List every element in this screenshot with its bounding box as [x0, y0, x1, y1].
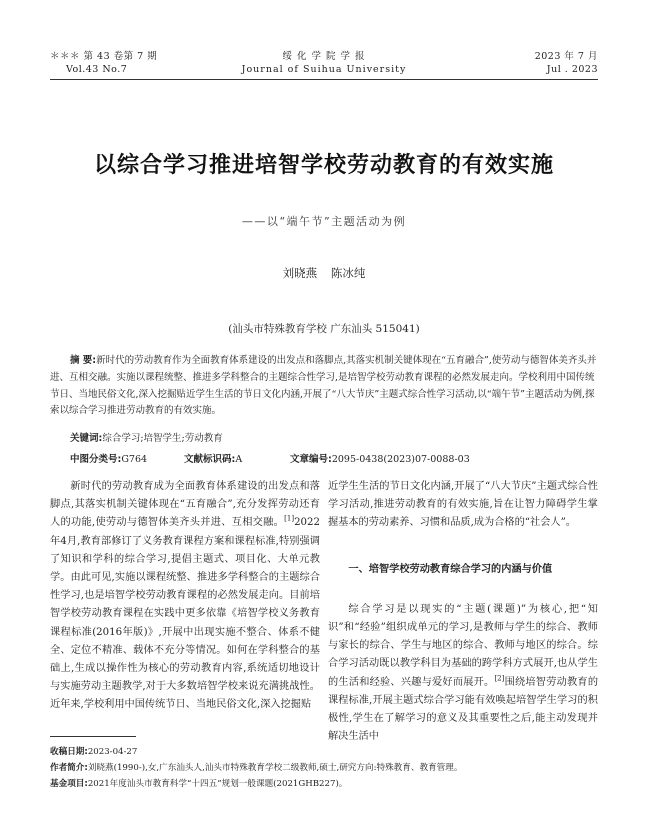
- fund-value: 2021年度汕头市教育科学“十四五”规划一般课题(2021GHB227)。: [87, 779, 348, 789]
- article-affiliation: (汕头市特殊教育学校 广东汕头 515041): [228, 323, 420, 335]
- keywords-text: 综合学习;培智学生;劳动教育: [102, 433, 223, 444]
- clc-number: [70, 452, 147, 469]
- art-value: 2095-0438(2023)07-0088-03: [331, 454, 470, 465]
- abstract-text: 新时代的劳动教育作为全面教育体系建设的出发点和落脚点,其落实机制关键体现在“五育融合”,使劳动与德智体美齐头并进、互相交融。实施以课程统整、推进多学科整合的主题综合性学习,是培智学校劳动教育课程的必然发展走向。学校利用中国传统节日、当地民俗文化,深入挖掘贴近学生生活的节日文化内涵,开展了“八大节庆”主题式综合性学习活动,以“端午节”主题活动为例,探索以综合学习推进劳动教育的有效实施。: [50, 355, 597, 417]
- footnote-received: [50, 745, 598, 757]
- author-value: 刘晓燕(1990-),女,广东汕头人,汕头市特殊教育学校二级教师,硕士,研究方向:特殊教育、教育管理。: [87, 763, 463, 773]
- citation-ref: [2]: [494, 674, 505, 683]
- header-journal-en: Journal of Suihua University: [241, 64, 407, 75]
- keywords-label: 关键词:: [70, 433, 103, 444]
- fund-label: 基金项目:: [50, 779, 88, 789]
- citation-ref: [1]: [284, 515, 295, 524]
- body-paragraph: 近学生生活的节日文化内涵,开展了“八大节庆”主题式综合性学习活动,推进劳动教育的有效实施,旨在让智力障碍学生掌握基本的劳动素养、习惯和品质,成为合格的“社会人”。: [328, 481, 598, 529]
- body-text: 围绕培智劳动教育的课程标准,开展主题式综合学习能有效唤起培智学生学习的积极性,学生在了解学习的意义及其重要性之后,能主动发现并解决生活中: [328, 676, 599, 743]
- received-label: 收稿日期:: [50, 747, 88, 757]
- header-date-cn: 2023 年 7 月: [534, 51, 598, 62]
- header-volume-en: Vol.43 No.7: [66, 64, 128, 75]
- clc-label: 中图分类号:: [70, 454, 122, 465]
- abstract: [50, 353, 598, 420]
- footnote-author: [50, 761, 598, 773]
- article-authors: 刘晓燕 陈冰纯: [282, 266, 366, 280]
- doc-value: A: [235, 454, 243, 465]
- footnote-fund: [50, 777, 598, 789]
- keywords: [70, 431, 223, 448]
- article-number: [290, 452, 470, 469]
- received-value: 2023-04-27: [87, 747, 138, 757]
- body-left-column: [50, 478, 320, 715]
- section-heading: 一、培智学校劳动教育综合学习的内涵与价值: [348, 563, 553, 575]
- footnote-rule: [50, 736, 136, 737]
- body-text: 综合学习是以现实的“主题(课题)”为核心,把“知识”和“经验”组织成单元的学习,是教师与学生的综合、教师与家长的综合、学生与地区的综合、教师与地区的综合。综合学习活动既以教学科目为基础的跨学科方式展开,也从学生的生活和经验、兴趣与爱好而展开。: [328, 603, 598, 688]
- author-label: 作者简介:: [50, 763, 88, 773]
- body-text: 2022年4月,教育部修订了义务教育课程方案和课程标准,特别强调了知识和学科的综合学习,提倡主题式、项目化、大单元教学。由此可见,实施以课程统整、推进多学科整合的主题综合性学习,也是培智学校劳动教育课程的必然发展走向。目前培智学校劳动教育课程在实践中更多依靠《培智学校义务教育课程标准(2016年版)》,开展中出现实施不整合、体系不健全、定位不精准、载体不充分等情况。如何在学科整合的基础上,生成以操作性为核心的劳动教育内容,系统适切地设计与实施劳动主题教学,对于大多数培智学校来说充满挑战性。近年来,学校利用中国传统节日、当地民俗文化,深入挖掘贴: [50, 517, 320, 711]
- doc-label: 文献标识码:: [184, 454, 236, 465]
- header-date-en: Jul . 2023: [546, 64, 598, 75]
- article-subtitle: ——以“端午节”主题活动为例: [241, 215, 407, 228]
- body-right-column: [328, 478, 598, 746]
- body-paragraph: [50, 478, 320, 715]
- art-label: 文章编号:: [290, 454, 332, 465]
- abstract-label: 摘 要:: [70, 355, 97, 366]
- clc-value: G764: [121, 454, 148, 465]
- body-paragraph: [328, 601, 598, 747]
- body-text: 新时代的劳动教育成为全面教育体系建设的出发点和落脚点,其落实机制关键体现在“五育融合”,充分发挥劳动还育人的功能,使劳动与德智体美齐头并进、互相交融。: [50, 481, 320, 529]
- header-volume-cn: ＊＊＊ 第 43 卷第 7 期: [50, 51, 158, 62]
- header-journal-cn: 绥 化 学 院 学 报: [282, 51, 366, 62]
- article-title: 以综合学习推进培智学校劳动教育的有效实施: [93, 153, 554, 178]
- header-rule: [50, 79, 598, 80]
- doc-code: [184, 452, 242, 469]
